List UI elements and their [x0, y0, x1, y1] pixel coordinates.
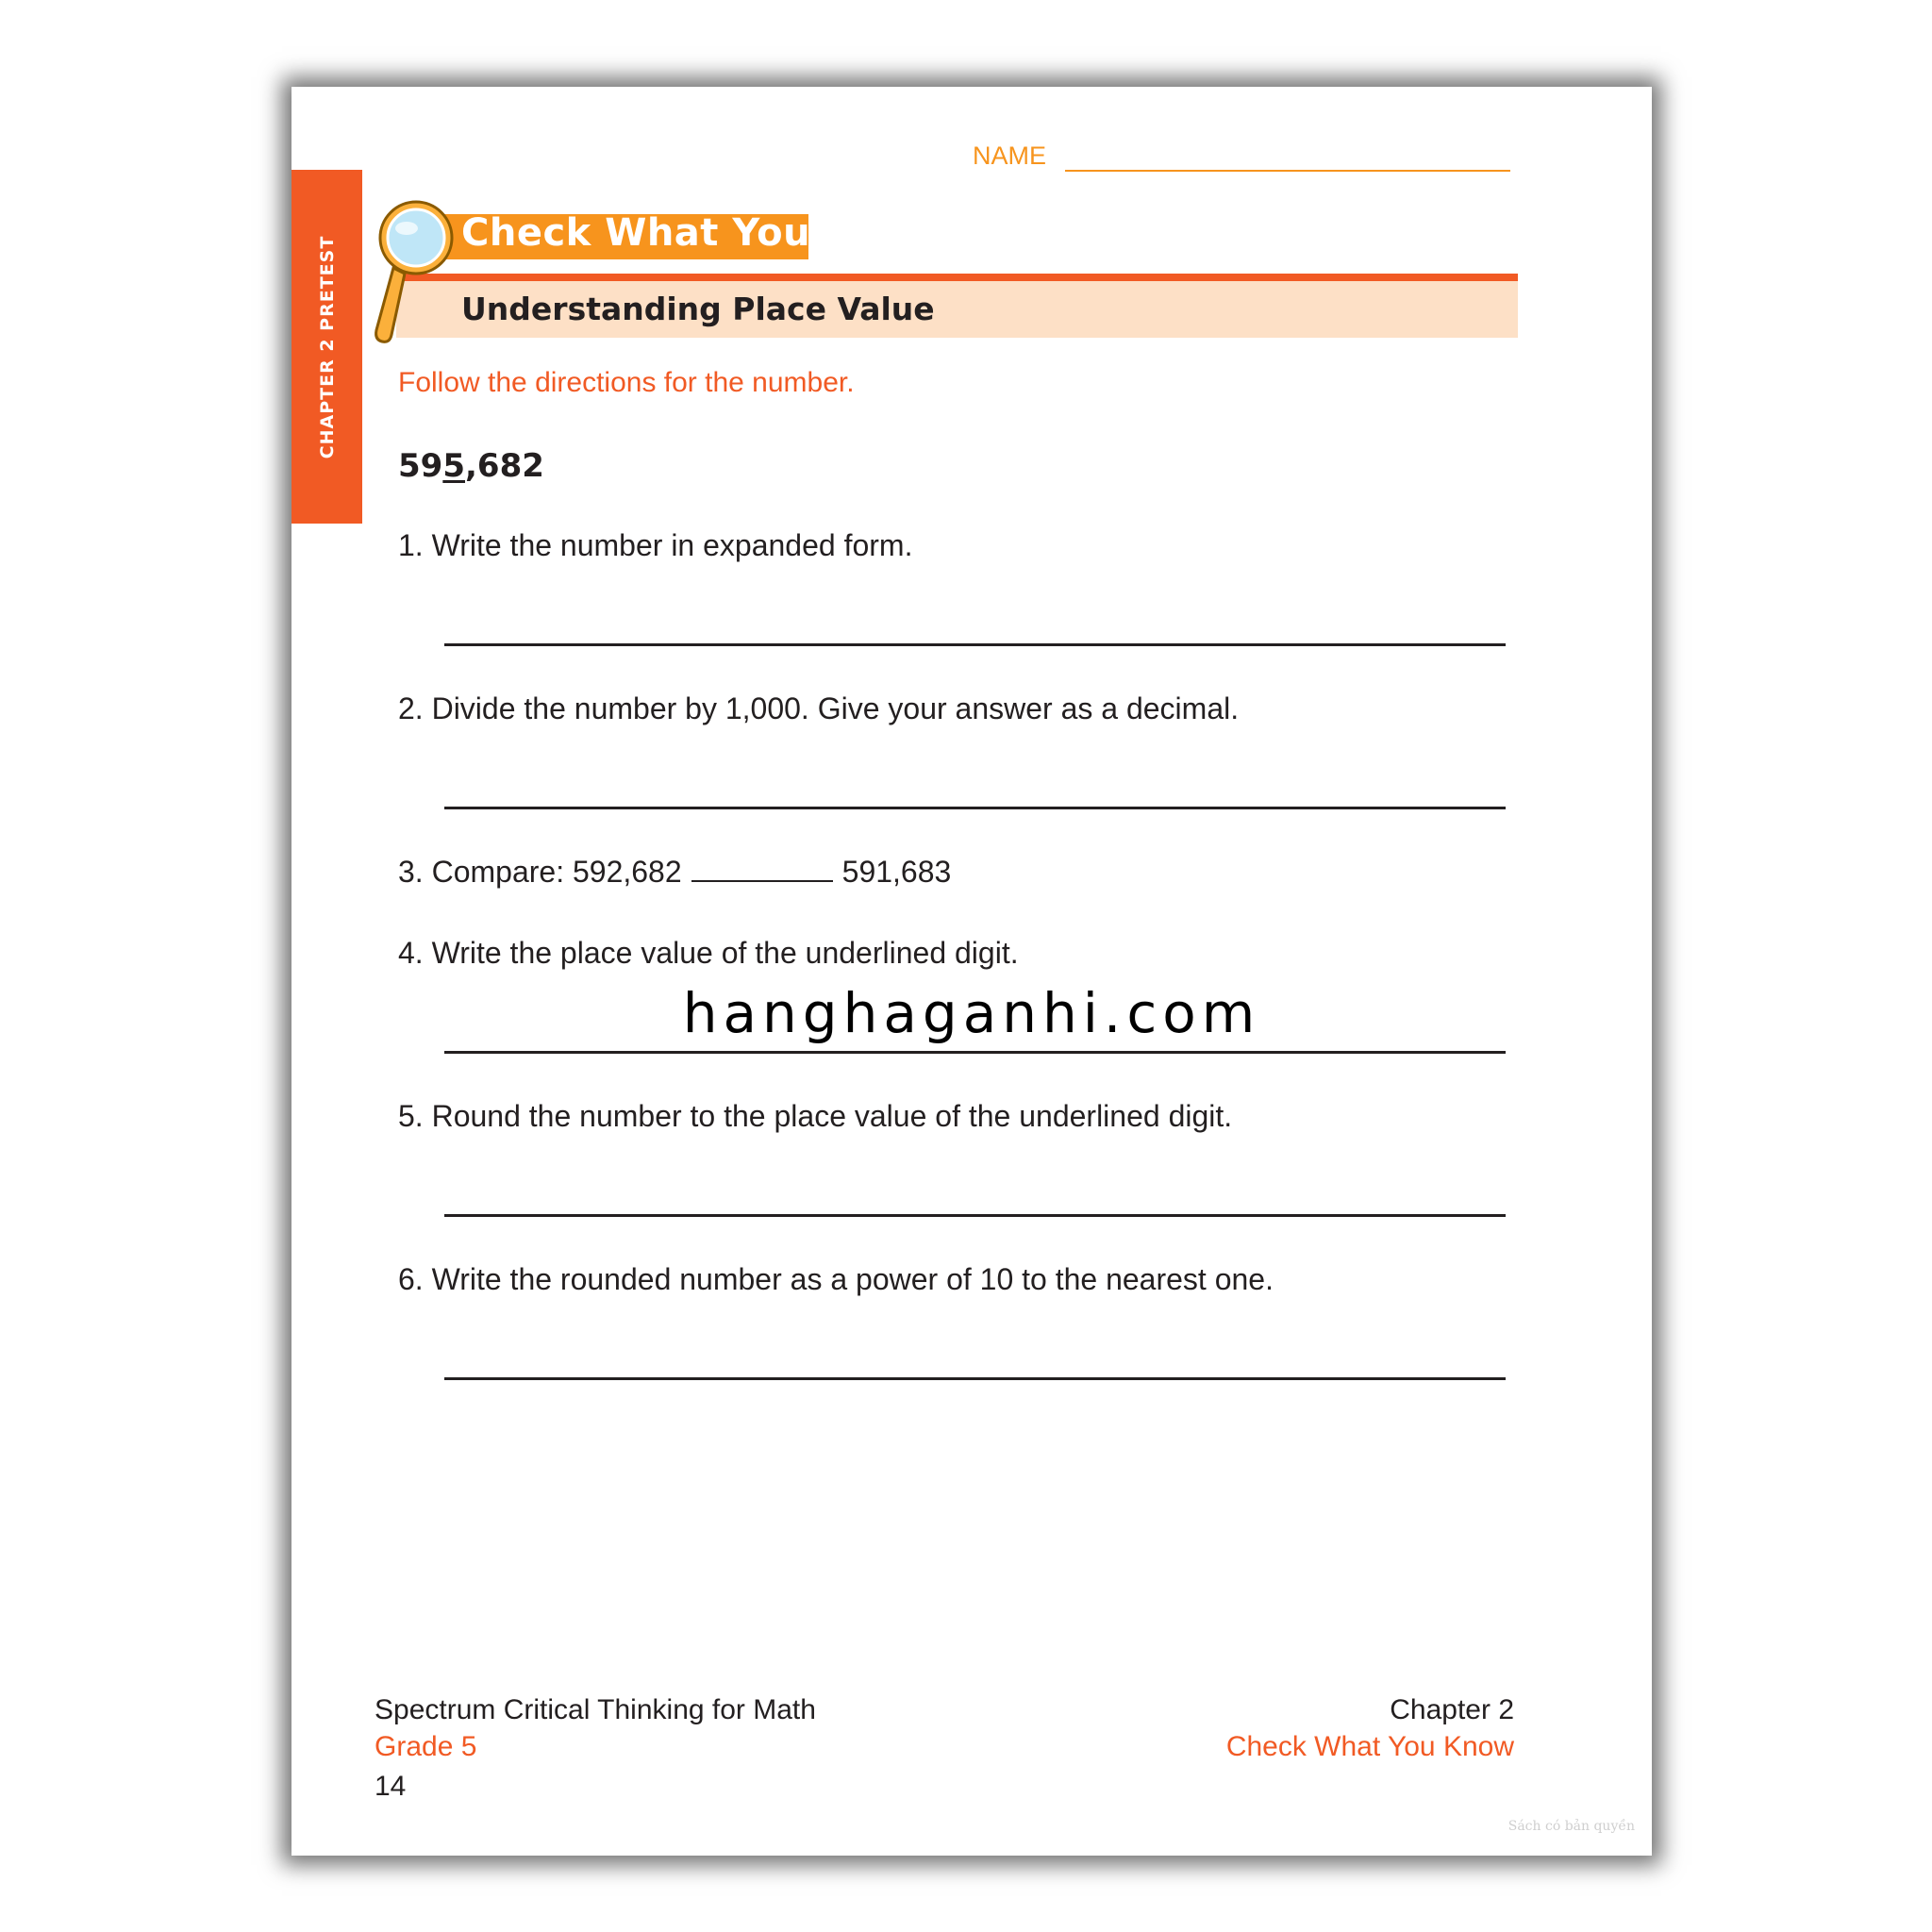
number-part-after: ,682: [465, 447, 544, 485]
footer-section: Check What You Know: [1225, 1731, 1514, 1762]
chapter-tab-label: CHAPTER 2 PRETEST: [316, 235, 338, 458]
target-number: [398, 447, 544, 485]
question-1: 1. Write the number in expanded form.: [398, 528, 913, 562]
answer-line-4[interactable]: [444, 1051, 1506, 1054]
name-input-line[interactable]: [1065, 170, 1510, 172]
question-4: 4. Write the place value of the underlined digit.: [398, 936, 1019, 970]
footer-grade: Grade 5: [375, 1731, 477, 1762]
compare-blank[interactable]: [691, 880, 833, 882]
answer-line-5[interactable]: [444, 1214, 1506, 1217]
chapter-side-tab: [291, 170, 362, 524]
question-2: 2. Divide the number by 1,000. Give your answer as a decimal.: [398, 691, 1240, 725]
question-6: 6. Write the rounded number as a power of 10 to the nearest one.: [398, 1262, 1274, 1296]
question-5: 5. Round the number to the place value of the underlined digit.: [398, 1099, 1233, 1133]
page-title: Check What You Know: [461, 211, 943, 255]
worksheet-page: [291, 87, 1652, 1856]
magnifier-icon: [369, 198, 454, 349]
answer-line-2[interactable]: [444, 807, 1506, 809]
number-part-before: 59: [398, 447, 443, 485]
directions-text: Follow the directions for the number.: [398, 367, 855, 398]
copyright-note: Sách có bản quyền: [1507, 1819, 1635, 1834]
question-3-suffix: 591,683: [841, 855, 952, 889]
question-3: [398, 855, 951, 890]
page-subtitle: Understanding Place Value: [461, 291, 935, 327]
footer-chapter: Chapter 2: [1390, 1694, 1514, 1725]
header-rule: [396, 274, 1518, 281]
name-label: NAME: [973, 142, 1047, 170]
question-3-prefix: 3. Compare: 592,682: [398, 855, 682, 889]
answer-line-1[interactable]: [444, 643, 1506, 646]
watermark-text: hanghaganhi.com: [682, 981, 1261, 1045]
underlined-digit: 5: [442, 447, 465, 485]
footer-book-title: Spectrum Critical Thinking for Math: [375, 1694, 816, 1725]
page-number: 14: [375, 1771, 407, 1802]
answer-line-6[interactable]: [444, 1377, 1506, 1380]
